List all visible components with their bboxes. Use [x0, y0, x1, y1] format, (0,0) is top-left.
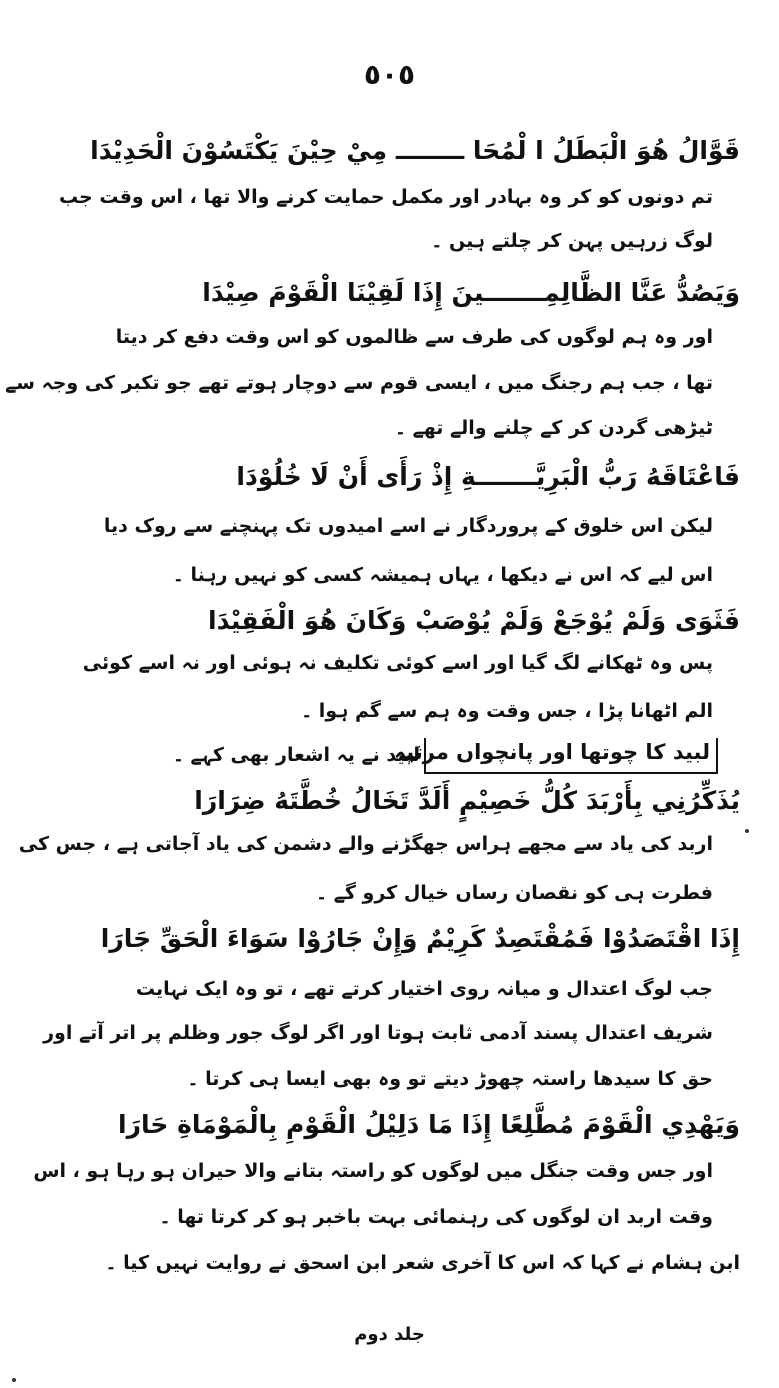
translation-line-8: پس وہ ٹھکانے لگ گیا اور اسے کوئی تکلیف نہ ہوئی اور نہ اسے کوئی — [82, 652, 713, 674]
margin-speck — [745, 829, 749, 833]
translation-line-11: فطرت ہی کو نقصان رساں خیال کرو گے ۔ — [315, 882, 713, 904]
section-heading: لبید کا چوتھا اور پانچواں مرثیہ — [394, 740, 710, 764]
translation-line-12: جب لوگ اعتدال و میانہ روی اختیار کرتے تھے ، تو وہ ایک نہایت — [135, 978, 713, 1000]
narrator-note: ابن ہشام نے کہا کہ اس کا آخری شعر ابن اسحق نے روایت نہیں کیا ۔ — [105, 1252, 740, 1274]
translation-line-5: ٹیڑھی گردن کر کے چلنے والے تھے ۔ — [394, 417, 713, 439]
section-heading-box — [394, 738, 718, 774]
verse-line-2: وَيَصُدُّ عَنَّا الظَّالِمِـــــــينَ إِذَا لَقِيْنَا الْقَوْمَ صِيْدَا — [202, 278, 740, 307]
translation-line-15: اور جس وقت جنگل میں لوگوں کو راستہ بتانے والا حیران ہو رہا ہو ، اس — [33, 1160, 713, 1182]
translation-line-4: تھا ، جب ہم رجنگ میں ، ایسی قوم سے دوچار ہوتے تھے جو تکبر کی وجہ سے — [5, 372, 713, 394]
translation-line-7: اس لیے کہ اس نے دیکھا ، یہاں ہمیشہ کسی کو نہیں رہنا ۔ — [172, 564, 713, 586]
verse-line-5: يُذَكِّرُنِي بِأَرْبَدَ كُلُّ خَصِيْمٍ أَلَدَّ تَخَالُ خُطَّتَهُ ضِرَارَا — [194, 786, 740, 815]
verse-line-4: فَثَوَى وَلَمْ يُوْجَعْ وَلَمْ يُوْصَبْ وَكَانَ هُوَ الْفَقِيْدَا — [208, 606, 740, 635]
margin-speck — [12, 1378, 16, 1382]
translation-line-16: وقت اربد ان لوگوں کی رہنمائی بہت باخبر ہو کر کرتا تھا ۔ — [159, 1206, 713, 1228]
translation-line-14: حق کا سیدھا راستہ چھوڑ دیتے تو وہ بھی ایسا ہی کرتا ۔ — [187, 1068, 713, 1090]
verse-line-7: وَيَهْدِي الْقَوْمَ مُطَّلِعًا إِذَا مَا دَلِيْلُ الْقَوْمِ بِالْمَوْمَاةِ حَارَا — [118, 1110, 740, 1139]
translation-line-2: لوگ زرہیں پہن کر چلتے ہیں ۔ — [431, 230, 713, 252]
translation-line-10: اربد کی یاد سے مجھے ہراس جھگڑنے والے دشمن کی یاد آجاتی ہے ، جس کی — [18, 833, 713, 855]
verse-line-6: إِذَا اقْتَصَدُوْا فَمُقْتَصِدٌ كَرِيْمٌ وَإِنْ جَارُوْا سَوَاءَ الْحَقِّ جَارَا — [100, 924, 740, 953]
section-heading-rest: لبید نے یہ اشعار بھی کہے ۔ — [172, 744, 420, 766]
page-number: ٥٠٥ — [363, 58, 416, 91]
translation-line-6: لیکن اس خلوق کے پروردگار نے اسے امیدوں تک پہنچنے سے روک دیا — [103, 515, 713, 537]
volume-footer: جلد دوم — [354, 1324, 425, 1345]
translation-line-1: تم دونوں کو کر وہ بہادر اور مکمل حمایت کرنے والا تھا ، اس وقت جب — [58, 186, 713, 208]
verse-line-3: فَاعْتَاقَهُ رَبُّ الْبَرِيَّـــــــةِ إِذْ رَأَى أَنْ لَا خُلُوْدَا — [236, 462, 740, 491]
translation-line-3: اور وہ ہم لوگوں کی طرف سے ظالموں کو اس وقت دفع کر دیتا — [115, 326, 713, 348]
verse-line-1: قَوَّالُ هُوَ الْبَطَلُ ا لْمُحَا ــــــــ مِيْ حِيْنَ يَكْتَسُوْنَ الْحَدِيْدَا — [90, 136, 740, 165]
translation-line-9: الم اٹھانا پڑا ، جس وقت وہ ہم سے گم ہوا ۔ — [301, 700, 713, 722]
translation-line-13: شریف اعتدال پسند آدمی ثابت ہوتا اور اگر لوگ جور وظلم پر اتر آتے اور — [43, 1022, 713, 1044]
